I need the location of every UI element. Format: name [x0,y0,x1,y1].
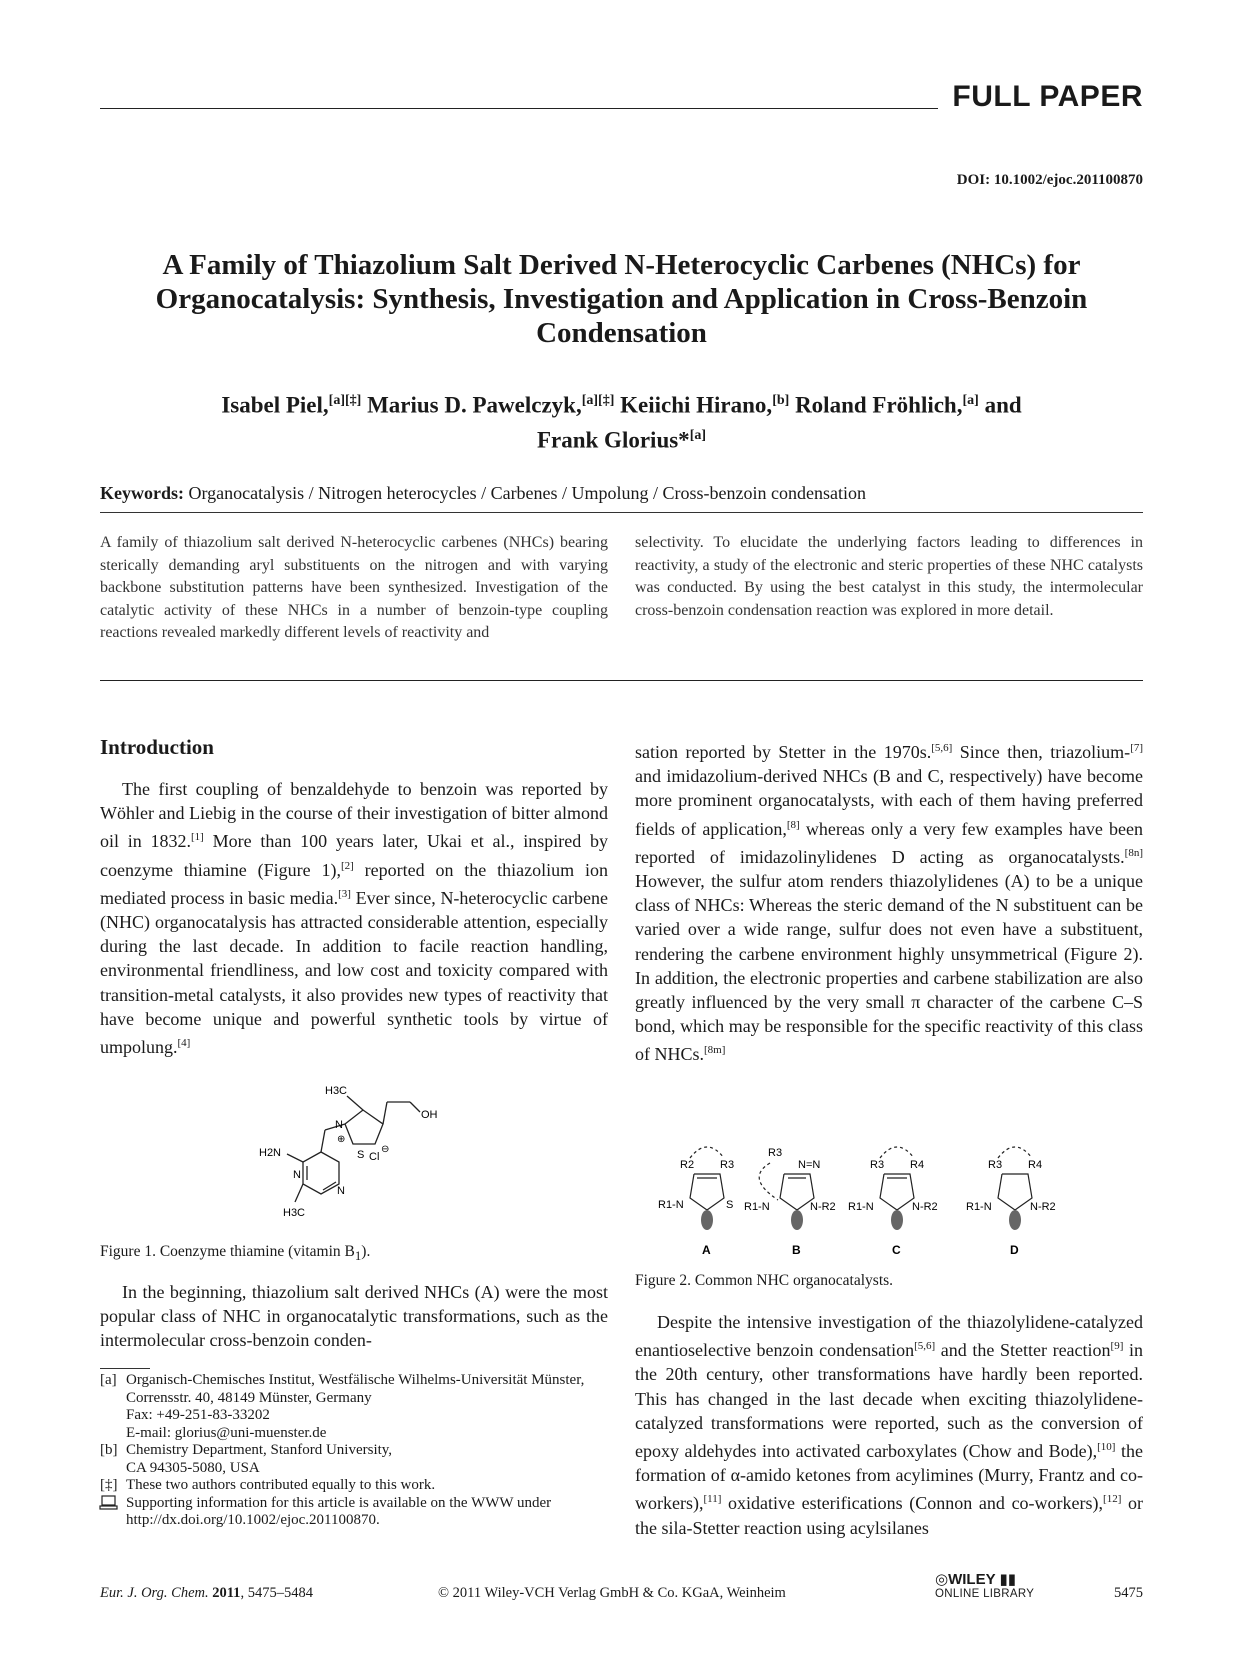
abstract-left: A family of thiazolium salt derived N-heterocyclic carbenes (NHCs) bearing sterically demanding aryl substituents on the nitrogen and with varying backbone substitution patterns have been synthesized. Investigation of the catalytic activity of these NHCs in a number of benzoin-type coupling reactions revealed markedly different levels of reactivity and [100,534,608,641]
fig2-b-n-r2-label: N-R2 [810,1201,836,1213]
author-name: Marius D. Pawelczyk, [367,392,582,418]
author-list [100,386,1143,455]
citation[interactable]: [1] [191,831,204,844]
header-rule [100,108,938,109]
author-name: Frank Glorius* [536,427,690,453]
abstract-rule [100,680,1143,681]
fig2-b-n-label: R1-N [744,1201,770,1213]
citation[interactable]: [9] [1110,1340,1124,1353]
footnote-equal: [‡] These two authors contributed equally to this work. [100,1477,436,1493]
fig1-label-h3c-bottom: H3C [283,1207,306,1219]
fig2-a-substituent-right: R3 [720,1159,735,1171]
citation[interactable]: [10] [1097,1441,1116,1454]
fig1-label-n: N [335,1119,343,1131]
figure2-nhc-structures [660,1128,1130,1258]
right-column-text-2 [635,1310,1143,1540]
citation[interactable]: [3] [338,887,351,900]
paragraph: sation reported by Stetter in the 1970s.[5,6] Since then, triazolium-[7] and imidazolium-derived NHCs (B and C, respectively) have become more prominent organocatalysts, with each of them having preferred fields of application,[8] whereas only a very few examples have been reported of imidazolinylidenes D acting as organocatalysts.[8n] However, the sulfur atom renders thiazolylidenes (A) to be a unique class of NHCs: Whereas the steric demand of the N substituent can be varied over a wide range, sulfur does not even have a substituent, rendering the carbene environment highly unsymmetrical (Figure 2). In addition, the electronic properties and carbene stabilization are also greatly influenced by the very small π character of the carbene C–S bond, which may be responsible for the specific reactivity of this class of NHCs.[8m] [635,742,1144,1065]
citation[interactable]: [4] [177,1037,191,1050]
citation[interactable]: [5,6] [931,742,953,754]
fig1-label-plus: ⊕ [337,1134,346,1145]
citation[interactable]: [11] [703,1493,722,1506]
fig1-label-s: S [357,1149,365,1161]
fig2-d-n-r2-label: N-R2 [1030,1201,1056,1213]
left-column-text-2 [100,1280,608,1353]
fig1-label-cl: Cl [369,1151,380,1163]
computer-icon [100,1495,126,1530]
author-affiliation: [b] [772,393,790,408]
left-column-text [100,777,608,1059]
author-affiliation: [a][‡] [328,393,362,408]
author-name: Isabel Piel, [221,392,329,418]
fig2-c-n-label: R1-N [848,1201,874,1213]
fig1-label-h3c: H3C [325,1085,348,1097]
fig2-d-substituent-left: R3 [988,1159,1003,1171]
fig1-label-oh: OH [421,1109,438,1121]
keywords [100,483,866,504]
paragraph: Despite the intensive investigation of the thiazolylidene-catalyzed enantioselective benzoin condensation[5,6] and the Stetter reaction[9] in the 20th century, other transformations have hardly been reported. This has changed in the last decade when exciting thiazolylidene-catalyzed transformations were reported, such as the conversion of epoxy aldehydes into activated carboxylates (Chow and Bode),[10] the formation of α-amido ketones from acylimines (Murry, Frantz and co-workers),[11] oxidative esterifications (Connon and co-workers),[12] or the sila-Stetter reaction using acylsilanes [635,1312,1143,1538]
keywords-text: Organocatalysis / Nitrogen heterocycles / Carbenes / Umpolung / Cross-benzoin condensation [188,483,867,503]
figure1-thiamine-structure [259,1082,465,1222]
fig2-c-substituent-left: R3 [870,1159,885,1171]
fig2-label-a: A [702,1243,711,1257]
fig2-a-n-label: R1-N [658,1199,684,1211]
fig2-c-n-r2-label: N-R2 [912,1201,938,1213]
author-affiliation: [a][‡] [581,393,615,408]
citation[interactable]: [12] [1103,1493,1122,1506]
paragraph: In the beginning, thiazolium salt derived NHCs (A) were the most popular class of NHC in organocatalytic transformations, such as the intermolecular cross-benzoin conden- [100,1282,608,1351]
fig2-label-d: D [1010,1243,1019,1257]
fig2-a-s-label: S [726,1199,734,1211]
figure2-caption: Figure 2. Common NHC organocatalysts. [635,1272,894,1289]
wiley-online-library-logo[interactable]: ◎WILEY ▮▮ ONLINE LIBRARY [935,1571,1035,1600]
fig1-label-h2n: H2N [259,1147,282,1159]
paragraph: The first coupling of benzaldehyde to benzoin was reported by Wöhler and Liebig in the course of their investigation of bitter almond oil in 1832.[1] More than 100 years later, Ukai et al., inspired by coenzyme thiamine (Figure 1),[2] reported on the thiazolium ion mediated process in basic media.[3] Ever since, N-heterocyclic carbene (NHC) organocatalysis has attracted considerable attention, especially during the last decade. In addition to facile reaction handling, environmental friendliness, and low cost and toxicity compared with transition-metal catalysts, it also provides new types of reactivity that have become unique and powerful synthetic tools by virtue of umpolung.[4] [100,779,609,1058]
wiley-logo-icon: ◎ [935,1571,949,1588]
copyright: © 2011 Wiley-VCH Verlag GmbH & Co. KGaA, Weinheim [438,1585,786,1601]
fig1-label-n1: N [293,1169,301,1181]
citation[interactable]: [8m] [704,1044,726,1057]
section-heading-introduction: Introduction [100,735,214,759]
author-affiliation: [a] [962,393,979,408]
page-number: 5475 [1114,1585,1143,1601]
citation[interactable]: [7] [1130,742,1144,754]
footnote-b: [b] Chemistry Department, Stanford University, CA 94305-5080, USA [100,1442,393,1476]
author-name: Roland Fröhlich, [795,392,963,418]
fig2-b-substituent-left: R3 [768,1147,783,1159]
keywords-rule [100,512,1143,513]
author-affiliation: [a] [689,427,707,443]
fig2-a-substituent-left: R2 [680,1159,695,1171]
book-stack-icon: ▮▮ [999,1571,1017,1588]
footnotes [100,1372,608,1530]
citation[interactable]: [8n] [1124,846,1143,859]
right-column-text [635,736,1143,1067]
fig2-label-b: B [792,1243,801,1257]
citation[interactable]: [5,6] [914,1340,936,1353]
section-label: FULL PAPER [952,80,1143,113]
doi[interactable]: DOI: 10.1002/ejoc.201100870 [956,172,1143,188]
fig1-label-minus: ⊖ [381,1144,390,1155]
citation[interactable]: [8] [786,818,800,831]
footnote-a: [a] Organisch-Chemisches Institut, Westfälische Wilhelms-Universität Münster, Corrensstr. 40, 48149 Münster, Germany Fax: +49-251-83-33202 E-mail: glorius@uni-muenster.de [100,1372,585,1441]
figure1-caption: Figure 1. Coenzyme thiamine (vitamin $B_1$). [100,1243,371,1264]
journal-citation: Eur. J. Org. Chem. 2011, 5475–5484 [100,1585,313,1601]
citation[interactable]: [2] [340,859,354,872]
fig1-label-n2: N [337,1185,345,1197]
fig2-label-c: C [892,1243,901,1257]
fig2-c-substituent-right: R4 [910,1159,925,1171]
author-name: Keiichi Hirano, [620,392,773,418]
fig2-d-substituent-right: R4 [1028,1159,1043,1171]
author-conjunction: and [984,392,1022,418]
footnote-supporting-info [100,1495,608,1530]
fig2-b-substituent-right: N=N [798,1159,821,1171]
fig2-d-n-label: R1-N [966,1201,992,1213]
footnote-rule [100,1368,150,1369]
abstract-right: selectivity. To elucidate the underlying factors leading to differences in reactivity, a study of the electronic and steric properties of these NHC catalysts was conducted. By using the best catalyst in this study, the intermolecular cross-benzoin condensation reaction was explored in more detail. [635,534,1143,619]
paper-title: A Family of Thiazolium Salt Derived N-Heterocyclic Carbenes (NHCs) for Organocatalysis: Synthesis, Investigation and Application in Cross-Benzoin Condensation [155,249,1088,349]
supporting-info-text[interactable]: Supporting information for this article is available on the WWW under http://dx.doi.org/10.1002/ejoc.201100870. [126,1494,552,1528]
keywords-label: Keywords: [100,483,184,503]
